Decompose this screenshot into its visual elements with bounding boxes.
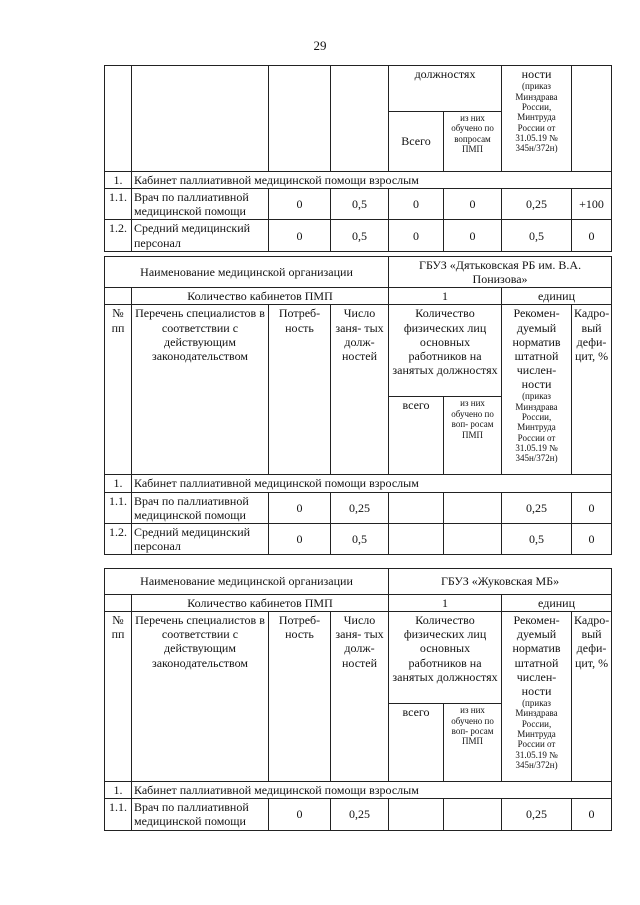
row-need: 0: [269, 492, 331, 523]
rooms-unit: единиц: [502, 595, 612, 612]
row-trained: 0: [444, 220, 502, 251]
header-need: Потреб- ность: [269, 612, 331, 782]
cell-empty: [572, 66, 612, 172]
section-number: 1.: [105, 782, 132, 799]
row-norm: 0,25: [502, 492, 572, 523]
section-number: 1.: [105, 475, 132, 492]
rooms-label: Количество кабинетов ПМП: [132, 595, 389, 612]
org-label: Наименование медицинской организации: [105, 569, 389, 595]
row-specialist: Врач по паллиативной медицинской помощи: [132, 799, 269, 830]
header-headcount: Количество физических лиц основных работников на занятых должностях: [389, 305, 502, 397]
row-need: 0: [269, 799, 331, 830]
staffing-table-continued: [104, 65, 612, 252]
row-specialist: Средний медицинский персонал: [132, 523, 269, 554]
row-need: 0: [269, 220, 331, 251]
header-positions: Число заня- тых долж- ностей: [331, 612, 389, 782]
section-title: Кабинет паллиативной медицинской помощи взрослым: [132, 172, 612, 189]
row-norm: 0,5: [502, 220, 572, 251]
cell-empty: [105, 595, 132, 612]
header-deficit: Кадро- вый дефи- цит, %: [572, 612, 612, 782]
rooms-value: 1: [389, 595, 502, 612]
row-need: 0: [269, 523, 331, 554]
header-total: всего: [389, 397, 444, 475]
header-norm: [502, 305, 572, 475]
row-deficit: 0: [572, 220, 612, 251]
row-positions: 0,5: [331, 523, 389, 554]
cell-empty: [331, 66, 389, 172]
row-trained: [444, 492, 502, 523]
table-row: [105, 799, 612, 830]
header-positions: Число заня- тых долж- ностей: [331, 305, 389, 475]
row-positions: 0,5: [331, 189, 389, 220]
section-title: Кабинет паллиативной медицинской помощи взрослым: [132, 782, 612, 799]
row-positions: 0,25: [331, 492, 389, 523]
row-norm: 0,25: [502, 189, 572, 220]
row-trained: [444, 799, 502, 830]
header-total: всего: [389, 704, 444, 782]
row-number: 1.2.: [105, 220, 132, 251]
header-total: Всего: [389, 112, 444, 172]
row-number: 1.1.: [105, 189, 132, 220]
header-trained: из них обучено по воп- росам ПМП: [444, 704, 502, 782]
header-posts-continued: должностях: [389, 66, 502, 112]
header-norm-continued: [502, 66, 572, 172]
row-deficit: +100: [572, 189, 612, 220]
section-title: Кабинет паллиативной медицинской помощи взрослым: [132, 475, 612, 492]
cell-empty: [105, 288, 132, 305]
row-total: 0: [389, 220, 444, 251]
header-norm-note: (приказ Минздрава России, Минтруда России от 31.05.19 № 345н/372н): [515, 81, 558, 154]
row-need: 0: [269, 189, 331, 220]
rooms-label: Количество кабинетов ПМП: [132, 288, 389, 305]
row-total: [389, 523, 444, 554]
rooms-unit: единиц: [502, 288, 612, 305]
header-norm: [502, 612, 572, 782]
row-norm: 0,5: [502, 523, 572, 554]
header-need: Потреб- ность: [269, 305, 331, 475]
header-deficit: Кадро- вый дефи- цит, %: [572, 305, 612, 475]
header-norm-note: (приказ Минздрава России, Минтруда России от 31.05.19 № 345н/372н): [515, 698, 558, 771]
org-label: Наименование медицинской организации: [105, 257, 389, 288]
table-row: [105, 492, 612, 523]
header-number: № пп: [105, 612, 132, 782]
header-norm-text: Рекомен- дуемый норматив штатной числен- ности: [512, 613, 561, 698]
row-number: 1.1.: [105, 492, 132, 523]
row-total: 0: [389, 189, 444, 220]
header-norm-text: Рекомен- дуемый норматив штатной числен- ности: [512, 306, 561, 392]
cell-empty: [105, 66, 132, 172]
row-deficit: 0: [572, 523, 612, 554]
org-name: ГБУЗ «Дятьковская РБ им. В.А. Понизова»: [389, 257, 612, 288]
header-specialist-list: Перечень специалистов в соответствии с действующим законодательством: [132, 305, 269, 475]
header-norm-note: (приказ Минздрава России, Минтруда России от 31.05.19 № 345н/372н): [515, 391, 558, 464]
row-specialist: Врач по паллиативной медицинской помощи: [132, 492, 269, 523]
row-positions: 0,25: [331, 799, 389, 830]
row-deficit: 0: [572, 799, 612, 830]
header-trained: из них обучено по воп- росам ПМП: [444, 397, 502, 475]
row-trained: 0: [444, 189, 502, 220]
header-number: № пп: [105, 305, 132, 475]
table-row: [105, 523, 612, 554]
header-trained: из них обучено по вопросам ПМП: [444, 112, 502, 172]
cell-empty: [269, 66, 331, 172]
row-number: 1.1.: [105, 799, 132, 830]
row-total: [389, 799, 444, 830]
table-row: [105, 189, 612, 220]
staffing-table-zhukovka: [104, 568, 612, 831]
header-norm-text: ности: [521, 67, 552, 81]
row-specialist: Врач по паллиативной медицинской помощи: [132, 189, 269, 220]
table-row: [105, 220, 612, 251]
header-specialist-list: Перечень специалистов в соответствии с действующим законодательством: [132, 612, 269, 782]
section-number: 1.: [105, 172, 132, 189]
cell-empty: [132, 66, 269, 172]
row-specialist: Средний медицинский персонал: [132, 220, 269, 251]
header-headcount: Количество физических лиц основных работников на занятых должностях: [389, 612, 502, 704]
page-number: 29: [313, 38, 327, 53]
org-name: ГБУЗ «Жуковская МБ»: [389, 569, 612, 595]
rooms-value: 1: [389, 288, 502, 305]
row-positions: 0,5: [331, 220, 389, 251]
row-trained: [444, 523, 502, 554]
staffing-table-dyatkovo: [104, 256, 612, 555]
row-norm: 0,25: [502, 799, 572, 830]
row-number: 1.2.: [105, 523, 132, 554]
row-total: [389, 492, 444, 523]
row-deficit: 0: [572, 492, 612, 523]
